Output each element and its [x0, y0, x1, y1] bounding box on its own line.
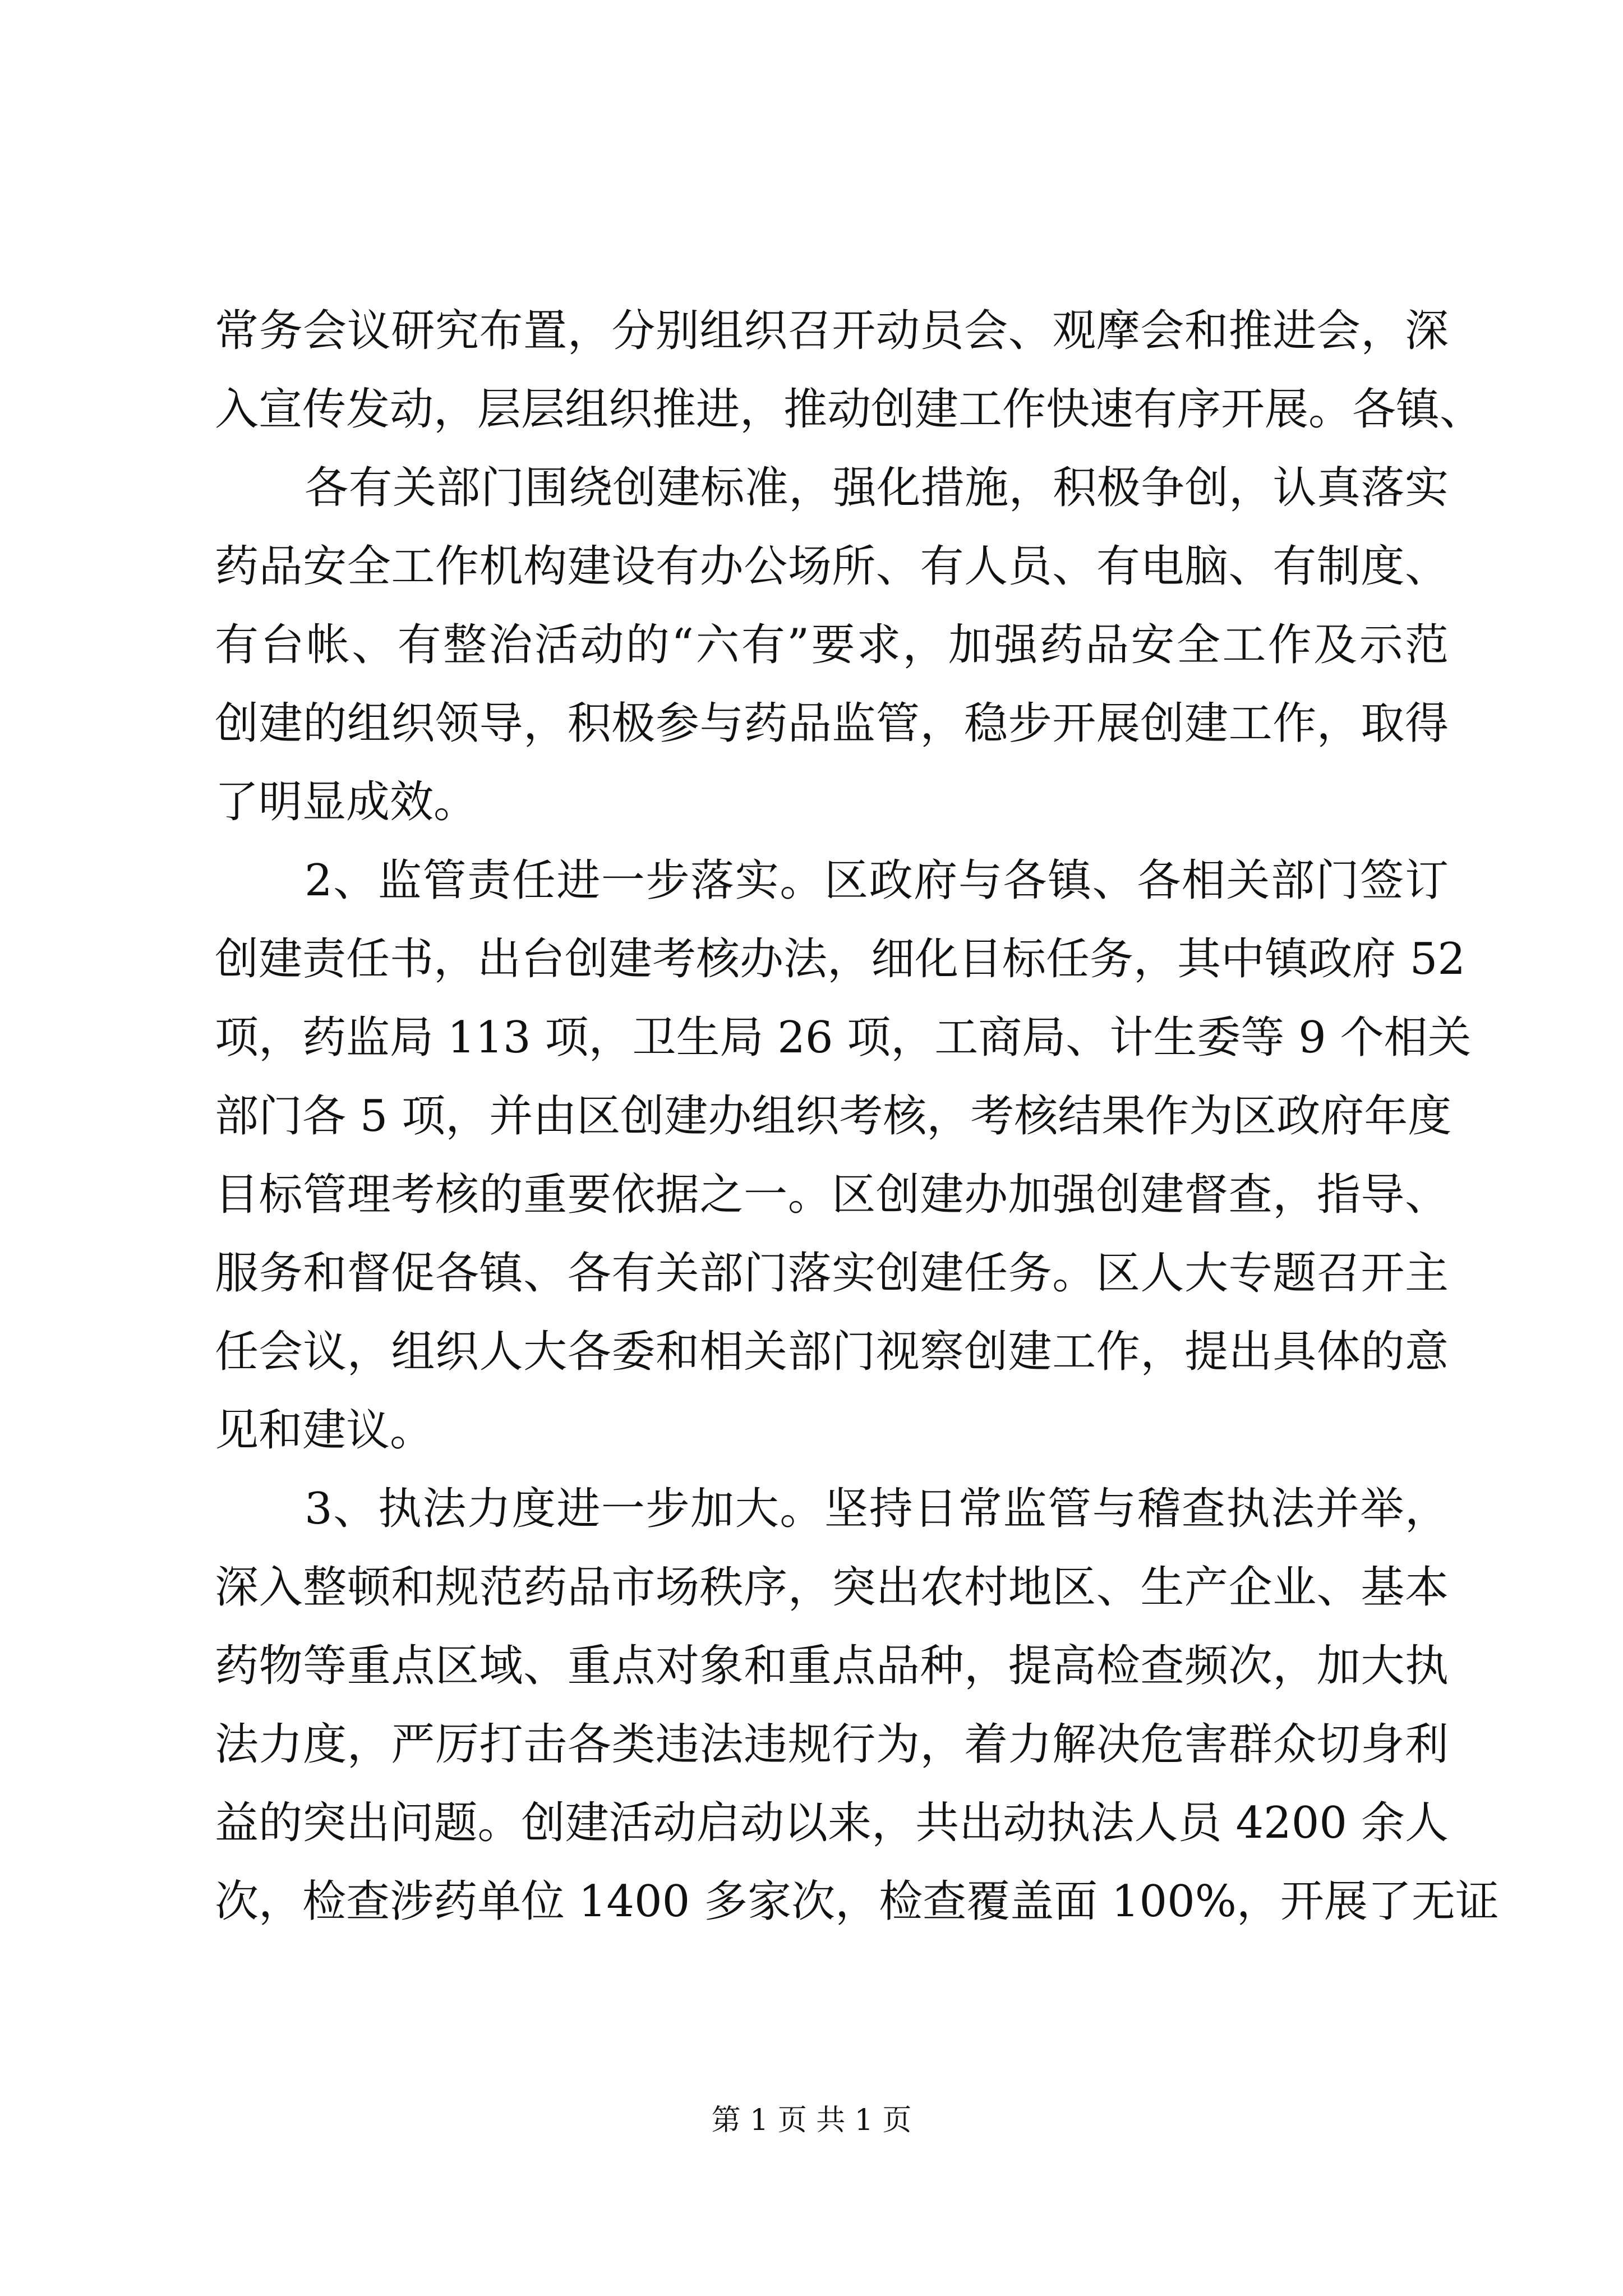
text-line: 次，检查涉药单位 1400 多家次，检查覆盖面 100%，开展了无证: [215, 1876, 1499, 1927]
document-body: [215, 292, 1499, 1941]
text-line: 各有关部门围绕创建标准，强化措施，积极争创，认真落实: [305, 463, 1449, 513]
text-line: 了明显成效。: [215, 777, 478, 827]
text-line: 常务会议研究布置，分别组织召开动员会、观摩会和推进会，深: [215, 306, 1449, 356]
text-line: 服务和督促各镇、各有关部门落实创建任务。区人大专题召开主: [215, 1248, 1449, 1299]
text-line: 项，药监局 113 项，卫生局 26 项，工商局、计生委等 9 个相关: [215, 1013, 1472, 1063]
text-line: 任会议，组织人大各委和相关部门视察创建工作，提出具体的意: [215, 1327, 1449, 1377]
text-line: 2、监管责任进一步落实。区政府与各镇、各相关部门签订: [305, 855, 1449, 906]
text-line: 法力度，严厉打击各类违法违规行为，着力解决危害群众切身利: [215, 1719, 1449, 1770]
text-line: 目标管理考核的重要依据之一。区创建办加强创建督查，指导、: [215, 1170, 1449, 1220]
text-line: 3、执法力度进一步加大。坚持日常监管与稽查执法并举，: [305, 1484, 1449, 1534]
text-line: 有台帐、有整治活动的“六有”要求，加强药品安全工作及示范: [215, 620, 1449, 670]
text-line: 创建责任书，出台创建考核办法，细化目标任务，其中镇政府 52: [215, 934, 1466, 984]
text-line: 益的突出问题。创建活动启动以来，共出动执法人员 4200 余人: [215, 1798, 1449, 1848]
text-line: 入宣传发动，层层组织推进，推动创建工作快速有序开展。各镇、: [215, 384, 1484, 435]
text-line: 部门各 5 项，并由区创建办组织考核，考核结果作为区政府年度: [215, 1091, 1452, 1142]
text-line: 创建的组织领导，积极参与药品监管，稳步开展创建工作，取得: [215, 698, 1449, 749]
text-line: 深入整顿和规范药品市场秩序，突出农村地区、生产企业、基本: [215, 1562, 1449, 1613]
text-line: 药物等重点区域、重点对象和重点品种，提高检查频次，加大执: [215, 1641, 1449, 1691]
text-line: 见和建议。: [215, 1405, 434, 1456]
page-footer: 第 1 页 共 1 页: [711, 2104, 912, 2137]
text-line: 药品安全工作机构建设有办公场所、有人员、有电脑、有制度、: [215, 541, 1449, 592]
